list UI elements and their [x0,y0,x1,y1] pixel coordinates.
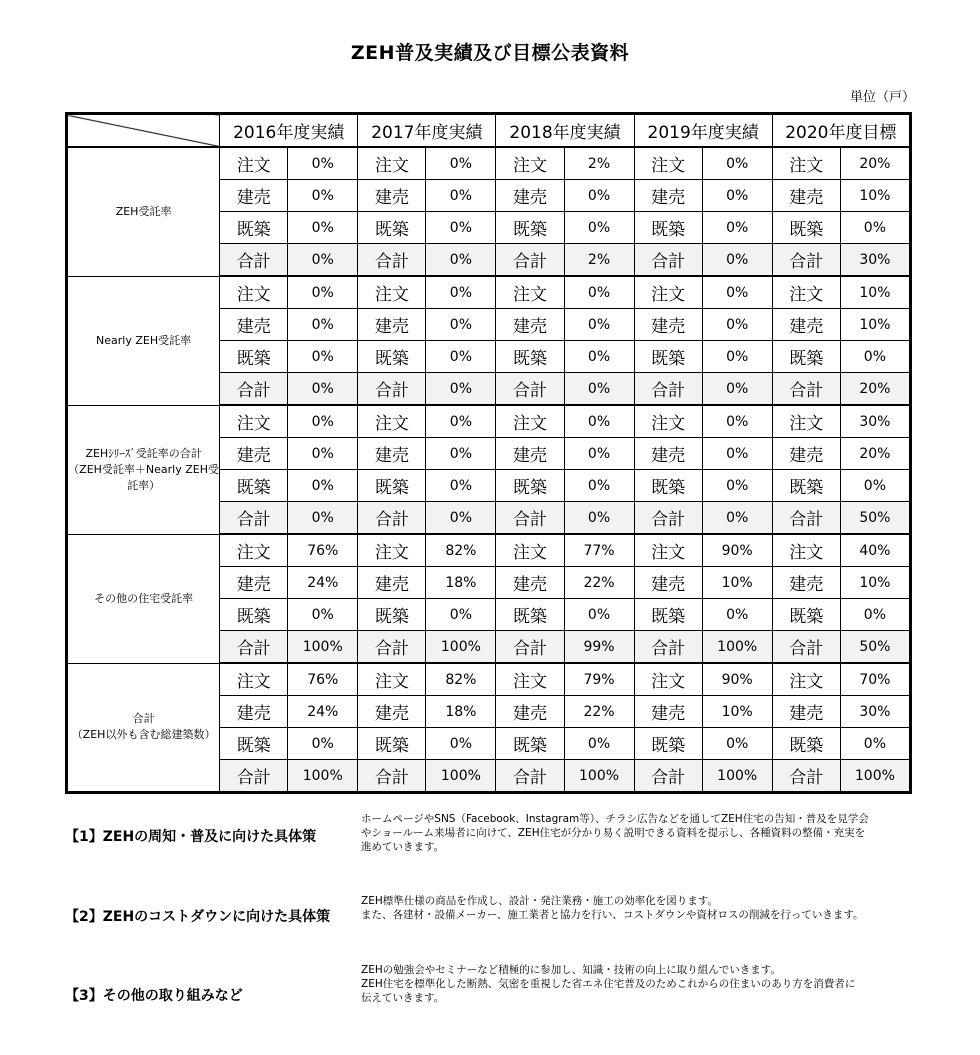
value-cell: 40% [840,534,910,567]
value-cell: 0% [702,276,772,309]
value-cell: 0% [426,470,496,502]
value-cell: 0% [288,502,358,535]
value-cell: 50% [840,631,910,664]
value-cell: 90% [702,663,772,696]
row-label: 既築 [634,470,702,502]
table-row [67,147,911,180]
value-cell: 100% [426,760,496,793]
value-cell: 0% [564,309,634,341]
value-cell: 0% [564,599,634,631]
row-label: 既築 [220,341,288,373]
value-cell: 0% [840,470,910,502]
value-cell: 0% [288,599,358,631]
value-cell: 0% [288,405,358,438]
row-label: 合計 [496,244,564,277]
row-label: 注文 [634,663,702,696]
row-label: 既築 [634,212,702,244]
table-row [67,663,911,696]
row-label: 建売 [358,309,426,341]
row-label: 既築 [358,212,426,244]
row-label: 既築 [496,470,564,502]
row-label: 注文 [358,405,426,438]
value-cell: 90% [702,534,772,567]
row-label: 合計 [772,244,840,277]
row-label: 既築 [358,341,426,373]
row-label: 合計 [634,760,702,793]
row-label: 既築 [772,341,840,373]
row-label: 注文 [220,405,288,438]
row-label: 建売 [220,696,288,728]
row-label: 建売 [358,180,426,212]
row-label: 合計 [772,502,840,535]
row-label: 注文 [358,147,426,180]
row-label: 建売 [496,309,564,341]
policy-line: 進めていきます。 [361,841,445,853]
row-label: 合計 [634,502,702,535]
value-cell: 0% [288,244,358,277]
value-cell: 0% [426,728,496,760]
value-cell: 0% [288,180,358,212]
row-label: 注文 [496,147,564,180]
value-cell: 0% [564,502,634,535]
row-label: 注文 [220,534,288,567]
row-label: 合計 [634,244,702,277]
row-label: 建売 [358,567,426,599]
policy-title: 【3】その他の取り組みなど [65,988,243,1004]
category-label: Nearly ZEH受託率 [67,276,220,405]
row-label: 既築 [772,728,840,760]
row-label: 建売 [496,180,564,212]
row-label: 注文 [496,276,564,309]
row-label: 建売 [772,696,840,728]
value-cell: 24% [288,567,358,599]
row-label: 建売 [496,438,564,470]
row-label: 合計 [772,631,840,664]
row-label: 既築 [772,599,840,631]
row-label: 合計 [220,760,288,793]
value-cell: 0% [702,502,772,535]
value-cell: 0% [288,341,358,373]
value-cell: 0% [840,212,910,244]
value-cell: 99% [564,631,634,664]
table-body [67,147,911,793]
row-label: 建売 [634,309,702,341]
value-cell: 100% [702,631,772,664]
value-cell: 0% [702,470,772,502]
value-cell: 100% [564,760,634,793]
value-cell: 0% [702,147,772,180]
policy-title: 【1】ZEHの周知・普及に向けた具体策 [65,829,317,845]
row-label: 既築 [496,728,564,760]
value-cell: 0% [564,373,634,406]
value-cell: 0% [426,212,496,244]
value-cell: 2% [564,244,634,277]
value-cell: 0% [288,276,358,309]
row-label: 建売 [772,180,840,212]
value-cell: 0% [426,276,496,309]
value-cell: 0% [426,599,496,631]
row-label: 注文 [496,534,564,567]
policy-line: 伝えていきます。 [361,992,445,1004]
value-cell: 0% [288,438,358,470]
row-label: 注文 [772,276,840,309]
value-cell: 10% [702,696,772,728]
value-cell: 0% [564,728,634,760]
row-label: 建売 [358,438,426,470]
value-cell: 0% [840,341,910,373]
value-cell: 79% [564,663,634,696]
row-label: 注文 [220,147,288,180]
row-label: 注文 [772,147,840,180]
value-cell: 30% [840,244,910,277]
row-label: 建売 [772,438,840,470]
policy-line: ホームページやSNS（Facebook、Instagram等）、チラシ広告などを通してZEH住宅の告知・普及を見学会 [361,813,869,825]
value-cell: 0% [840,728,910,760]
row-label: 既築 [358,728,426,760]
row-label: 合計 [220,244,288,277]
row-label: 建売 [220,309,288,341]
row-label: 注文 [220,276,288,309]
row-label: 合計 [358,502,426,535]
value-cell: 0% [426,373,496,406]
value-cell: 18% [426,696,496,728]
row-label: 合計 [220,502,288,535]
row-label: 合計 [772,373,840,406]
value-cell: 0% [564,438,634,470]
row-label: 合計 [358,244,426,277]
value-cell: 82% [426,663,496,696]
value-cell: 10% [840,180,910,212]
value-cell: 0% [702,599,772,631]
year-header: 2018年度実績 [496,114,634,148]
year-header: 2017年度実績 [358,114,496,148]
policy-line: ZEH標準仕様の商品を作成し、設計・発注業務・施工の効率化を図ります。 [361,895,718,907]
value-cell: 0% [702,212,772,244]
row-label: 建売 [220,567,288,599]
value-cell: 100% [702,760,772,793]
value-cell: 30% [840,696,910,728]
value-cell: 20% [840,438,910,470]
row-label: 合計 [358,760,426,793]
value-cell: 0% [426,438,496,470]
value-cell: 0% [426,147,496,180]
value-cell: 0% [288,212,358,244]
row-label: 合計 [634,373,702,406]
zeh-results-table [65,112,912,794]
value-cell: 0% [702,244,772,277]
value-cell: 100% [288,760,358,793]
value-cell: 0% [288,373,358,406]
value-cell: 0% [564,341,634,373]
value-cell: 0% [564,276,634,309]
row-label: 建売 [358,696,426,728]
row-label: 注文 [634,147,702,180]
row-label: 既築 [496,212,564,244]
row-label: 建売 [496,696,564,728]
value-cell: 0% [288,147,358,180]
row-label: 建売 [772,567,840,599]
page-title: ZEH普及実績及び目標公表資料 [350,42,630,64]
value-cell: 2% [564,147,634,180]
table-row [67,534,911,567]
value-cell: 50% [840,502,910,535]
value-cell: 70% [840,663,910,696]
row-label: 既築 [634,728,702,760]
value-cell: 10% [840,567,910,599]
value-cell: 0% [564,405,634,438]
row-label: 建売 [220,180,288,212]
row-label: 建売 [634,696,702,728]
row-label: 合計 [220,373,288,406]
row-label: 注文 [358,534,426,567]
row-label: 注文 [358,663,426,696]
value-cell: 10% [702,567,772,599]
value-cell: 0% [702,728,772,760]
row-label: 注文 [634,405,702,438]
row-label: 既築 [220,470,288,502]
value-cell: 10% [840,276,910,309]
row-label: 既築 [634,341,702,373]
row-label: 注文 [772,663,840,696]
row-label: 既築 [220,728,288,760]
row-label: 合計 [496,760,564,793]
value-cell: 0% [426,405,496,438]
row-label: 合計 [634,631,702,664]
value-cell: 0% [702,438,772,470]
row-label: 既築 [496,599,564,631]
value-cell: 20% [840,147,910,180]
year-header: 2016年度実績 [220,114,358,148]
row-label: 既築 [358,470,426,502]
value-cell: 100% [426,631,496,664]
table-row [67,276,911,309]
value-cell: 76% [288,534,358,567]
table-row [67,405,911,438]
row-label: 既築 [634,599,702,631]
row-label: 注文 [358,276,426,309]
row-label: 建売 [220,438,288,470]
value-cell: 0% [426,341,496,373]
row-label: 既築 [772,470,840,502]
value-cell: 10% [840,309,910,341]
policy-title: 【2】ZEHのコストダウンに向けた具体策 [65,909,331,925]
value-cell: 0% [426,180,496,212]
row-label: 注文 [496,663,564,696]
value-cell: 0% [840,599,910,631]
row-label: 合計 [496,502,564,535]
value-cell: 22% [564,696,634,728]
category-label: その他の住宅受託率 [67,534,220,663]
row-label: 注文 [772,534,840,567]
value-cell: 0% [702,341,772,373]
value-cell: 0% [426,309,496,341]
row-label: 合計 [496,631,564,664]
value-cell: 0% [288,728,358,760]
row-label: 合計 [496,373,564,406]
year-header: 2019年度実績 [634,114,772,148]
value-cell: 100% [288,631,358,664]
value-cell: 0% [564,470,634,502]
value-cell: 18% [426,567,496,599]
value-cell: 0% [702,180,772,212]
value-cell: 0% [702,405,772,438]
value-cell: 0% [564,180,634,212]
value-cell: 0% [288,309,358,341]
value-cell: 76% [288,663,358,696]
value-cell: 0% [288,470,358,502]
row-label: 既築 [772,212,840,244]
row-label: 注文 [634,534,702,567]
year-header: 2020年度目標 [772,114,910,148]
category-label: ZEHｼﾘｰｽﾞ受託率の合計 （ZEH受託率＋Nearly ZEH受 託率） [67,405,220,534]
row-label: 注文 [772,405,840,438]
policy-description [361,812,921,854]
row-label: 建売 [496,567,564,599]
policy-line: やショールーム来場者に向けて、ZEH住宅が分かり易く説明できる資料を提示し、各種資料の整備・充実を [361,827,866,839]
row-label: 既築 [220,212,288,244]
value-cell: 20% [840,373,910,406]
unit-label: 単位（戸） [850,90,916,105]
value-cell: 24% [288,696,358,728]
row-label: 注文 [220,663,288,696]
value-cell: 22% [564,567,634,599]
value-cell: 0% [702,309,772,341]
row-label: 既築 [358,599,426,631]
row-label: 注文 [496,405,564,438]
row-label: 既築 [496,341,564,373]
policy-line: また、各建材・設備メーカー、施工業者と協力を行い、コストダウンや資材ロスの削減を行っていきます。 [361,909,864,921]
row-label: 建売 [634,567,702,599]
row-label: 合計 [220,631,288,664]
category-label: ZEH受託率 [67,147,220,276]
value-cell: 100% [840,760,910,793]
value-cell: 0% [702,373,772,406]
category-label: 合計 （ZEH以外も含む総建築数） [67,663,220,793]
value-cell: 82% [426,534,496,567]
row-label: 建売 [634,180,702,212]
row-label: 合計 [358,631,426,664]
value-cell: 30% [840,405,910,438]
corner-diagonal-cell [67,114,220,148]
row-label: 合計 [772,760,840,793]
policy-line: ZEH住宅を標準化した断熱、気密を重視した省エネ住宅普及のためこれからの住まいのあり方を消費者に [361,978,856,990]
row-label: 合計 [358,373,426,406]
row-label: 建売 [772,309,840,341]
value-cell: 0% [564,212,634,244]
row-label: 既築 [220,599,288,631]
value-cell: 77% [564,534,634,567]
row-label: 注文 [634,276,702,309]
row-label: 建売 [634,438,702,470]
policy-description [361,963,921,1005]
policy-description [361,894,921,922]
value-cell: 0% [426,502,496,535]
value-cell: 0% [426,244,496,277]
policy-line: ZEHの勉強会やセミナーなど積極的に参加し、知識・技術の向上に取り組んでいきます。 [361,964,781,976]
